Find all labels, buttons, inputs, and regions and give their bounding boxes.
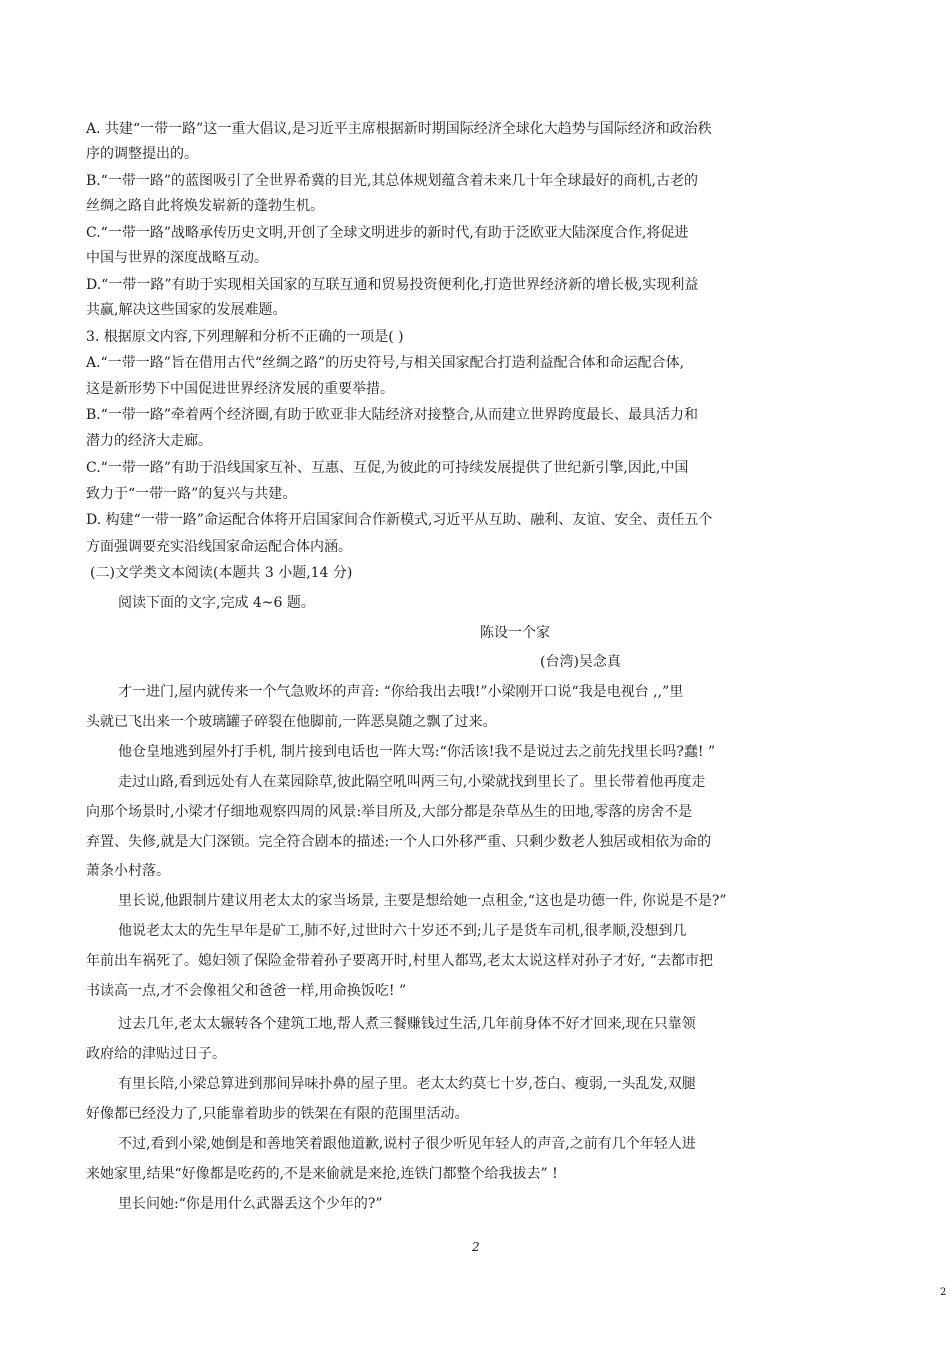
q3-option-c-line2: 致力于“一带一路”的复兴与共建。: [86, 486, 297, 502]
story-author: (台湾)吴念真: [540, 654, 621, 670]
q2-option-a-line1: A. 共建“一带一路”这一重大倡议,是习近平主席根据新时期国际经济全球化大趋势与国际经济和政治秩: [86, 121, 712, 137]
story-line: 萧条小村落。: [86, 863, 170, 879]
story-line: 里长问她:“你是用什么武器丢这个少年的?”: [118, 1196, 383, 1212]
story-line: 不过,看到小梁,她倒是和善地笑着跟他道歉,说村子很少听见年轻人的声音,之前有几个年轻人进: [118, 1136, 696, 1152]
q3-stem: 3. 根据原文内容,下列理解和分析不正确的一项是( ): [86, 329, 404, 345]
q2-option-c-line2: 中国与世界的深度战略互动。: [86, 250, 268, 266]
page-number: 2: [472, 1240, 480, 1254]
q3-option-b-line2: 潜力的经济大走廊。: [86, 433, 212, 449]
story-line: 过去几年,老太太辗转各个建筑工地,帮人煮三餐赚钱过生活,几年前身体不好才回来,现在只靠领: [118, 1016, 696, 1032]
section-instruction: 阅读下面的文字,完成 4~6 题。: [118, 595, 315, 611]
q2-option-c-line1: C.“一带一路”战略承传历史文明,开创了全球文明进步的新时代,有助于泛欧亚大陆深度合作,将促进: [86, 225, 689, 241]
q2-option-b-line1: B.“一带一路”的蓝图吸引了全世界希冀的目光,其总体规划蕴含着未来几十年全球最好的商机,古老的: [86, 173, 698, 189]
page-number-margin: 2: [940, 1287, 947, 1298]
q3-option-a-line1: A.“一带一路”旨在借用古代“丝绸之路”的历史符号,与相关国家配合打造利益配合体和命运配合体,: [86, 355, 685, 371]
q2-option-d-line2: 共赢,解决这些国家的发展难题。: [86, 302, 287, 318]
q3-option-d-line2: 方面强调要充实沿线国家命运配合体内涵。: [86, 539, 352, 555]
q3-option-d-line1: D. 构建“一带一路”命运配合体将开启国家间合作新模式,习近平从互助、融利、友谊、安全、责任五个: [86, 512, 713, 528]
story-line: 才一进门,屋内就传来一个气急败坏的声音: “你给我出去哦!”小梁刚开口说“我是电视台 ,,”里: [118, 684, 684, 700]
story-line: 里长说,他跟制片建议用老太太的家当场景, 主要是想给她一点租金,“这也是功德一件, 你说是不是?”: [118, 893, 727, 909]
story-line: 来她家里,结果“好像都是吃药的,不是来偷就是来抢,连铁门都整个给我拔去” !: [86, 1166, 558, 1182]
story-line: 有里长陪,小梁总算进到那间异味扑鼻的屋子里。老太太约莫七十岁,苍白、瘦弱,一头乱发,双腿: [118, 1076, 696, 1092]
story-line: 弃置、失修,就是大门深锁。完全符合剧本的描述:一个人口外移严重、只剩少数老人独居或相依为命的: [86, 834, 712, 850]
story-line: 向那个场景时,小梁才仔细地观察四周的风景:举目所及,大部分都是杂草丛生的田地,零落的房舍不是: [86, 804, 693, 820]
story-line: 书读高一点,才不会像祖父和爸爸一样,用命换饭吃! ”: [86, 983, 407, 999]
story-line: 年前出车祸死了。媳妇领了保险金带着孙子要离开时,村里人都骂,老太太说这样对孙子才好, “去都市把: [86, 953, 713, 969]
story-line: 政府给的津贴过日子。: [86, 1046, 226, 1062]
q2-option-b-line2: 丝绸之路自此将焕发崭新的蓬勃生机。: [86, 198, 324, 214]
story-line: 他说老太太的先生早年是矿工,肺不好,过世时六十岁还不到;儿子是货车司机,很孝顺,没想到几: [118, 923, 687, 939]
section-heading: (二)文学类文本阅读(本题共 3 小题,14 分): [90, 565, 353, 581]
story-line: 好像都已经没力了,只能靠着助步的铁架在有限的范围里活动。: [86, 1106, 469, 1122]
story-line: 他仓皇地逃到屋外打手机, 制片接到电话也一阵大骂:“你活该!我不是说过去之前先找里长吗?蠢! ”: [118, 744, 716, 760]
q3-option-a-line2: 这是新形势下中国促进世界经济发展的重要举措。: [86, 381, 394, 397]
q3-option-b-line1: B.“一带一路”牵着两个经济圈,有助于欧亚非大陆经济对接整合,从而建立世界跨度最长、最具活力和: [86, 407, 698, 423]
story-line: 头就已飞出来一个玻璃罐子碎裂在他脚前,一阵恶臭随之飘了过来。: [86, 714, 497, 730]
story-title: 陈设一个家: [480, 625, 550, 641]
story-line: 走过山路,看到远处有人在菜园除草,彼此隔空吼叫两三句,小梁就找到里长了。里长带着他再度走: [118, 774, 706, 790]
q3-option-c-line1: C.“一带一路”有助于沿线国家互补、互惠、互促,为彼此的可持续发展提供了世纪新引擎,因此,中国: [86, 460, 689, 476]
q2-option-d-line1: D.“一带一路”有助于实现相关国家的互联互通和贸易投资便利化,打造世界经济新的增长极,实现利益: [86, 277, 699, 293]
q2-option-a-line2: 序的调整提出的。: [86, 146, 198, 162]
